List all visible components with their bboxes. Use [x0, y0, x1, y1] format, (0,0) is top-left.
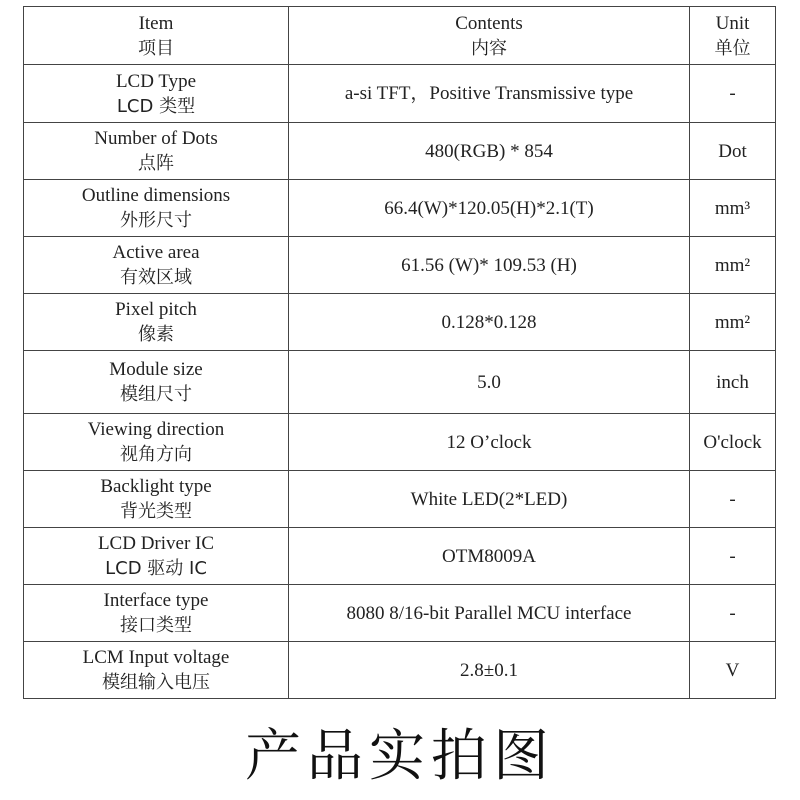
header-item-en: Item: [138, 12, 174, 34]
content-cell: 12 O’clock: [289, 414, 690, 471]
item-en: Backlight type: [100, 476, 212, 497]
item-cell: [24, 414, 289, 471]
item-en: LCM Input voltage: [82, 647, 230, 668]
header-contents-en: Contents: [455, 12, 523, 34]
item-cell: [24, 471, 289, 528]
unit-cell: V: [690, 642, 776, 699]
header-unit: [690, 7, 776, 65]
item-cell: [24, 237, 289, 294]
content-cell: 8080 8/16-bit Parallel MCU interface: [289, 585, 690, 642]
item-en: LCD Type: [115, 70, 197, 92]
unit-cell: -: [690, 471, 776, 528]
item-en: Number of Dots: [94, 128, 218, 149]
table-row: [24, 642, 776, 699]
item-zh: 模组尺寸: [120, 384, 192, 405]
item-zh: 像素: [138, 324, 174, 345]
unit-cell: O'clock: [690, 414, 776, 471]
unit-cell: Dot: [690, 123, 776, 180]
table-body: [24, 65, 776, 699]
item-zh: 视角方向: [120, 444, 192, 465]
unit-cell: inch: [690, 351, 776, 414]
table-row: [24, 414, 776, 471]
content-cell: a-si TFT，Positive Transmissive type: [289, 65, 690, 123]
table-row: [24, 237, 776, 294]
table-row: [24, 180, 776, 237]
table-row: [24, 294, 776, 351]
unit-cell: -: [690, 585, 776, 642]
item-cell: [24, 180, 289, 237]
item-zh: LCD 类型: [116, 95, 196, 117]
unit-cell: mm³: [690, 180, 776, 237]
item-cell: [24, 528, 289, 585]
header-unit-en: Unit: [715, 12, 750, 34]
item-zh: 点阵: [138, 153, 174, 174]
content-cell: 66.4(W)*120.05(H)*2.1(T): [289, 180, 690, 237]
unit-cell: mm²: [690, 294, 776, 351]
content-cell: 61.56 (W)* 109.53 (H): [289, 237, 690, 294]
item-zh: 背光类型: [120, 501, 192, 522]
item-zh: 模组输入电压: [102, 672, 210, 693]
item-zh: 接口类型: [120, 615, 192, 636]
footer-title: 产品实拍图: [245, 724, 555, 789]
item-en: Outline dimensions: [81, 185, 231, 206]
item-zh: LCD 驱动 IC: [105, 558, 207, 579]
content-cell: OTM8009A: [289, 528, 690, 585]
header-unit-zh: 单位: [714, 37, 751, 59]
table-row: [24, 471, 776, 528]
content-cell: 0.128*0.128: [289, 294, 690, 351]
table-row: [24, 585, 776, 642]
table-header-row: [24, 7, 776, 65]
header-contents: [289, 7, 690, 65]
table-row: [24, 351, 776, 414]
spec-table: [23, 6, 776, 699]
unit-cell: mm²: [690, 237, 776, 294]
item-cell: [24, 123, 289, 180]
item-cell: [24, 294, 289, 351]
table-row: [24, 528, 776, 585]
item-cell: [24, 585, 289, 642]
content-cell: White LED(2*LED): [289, 471, 690, 528]
item-en: LCD Driver IC: [97, 533, 215, 554]
item-en: Interface type: [103, 590, 209, 611]
item-cell: [24, 642, 289, 699]
item-en: Module size: [109, 359, 203, 380]
unit-cell: -: [690, 528, 776, 585]
unit-cell: -: [690, 65, 776, 123]
item-en: Viewing direction: [87, 419, 225, 440]
header-item-zh: 项目: [138, 37, 174, 59]
table-row: [24, 65, 776, 123]
content-cell: 5.0: [289, 351, 690, 414]
item-zh: 有效区域: [120, 267, 192, 288]
table-row: [24, 123, 776, 180]
header-item: [24, 7, 289, 65]
header-contents-zh: 内容: [471, 37, 507, 59]
item-cell: [24, 65, 289, 123]
item-en: Pixel pitch: [115, 299, 197, 320]
content-cell: 480(RGB) * 854: [289, 123, 690, 180]
item-cell: [24, 351, 289, 414]
item-en: Active area: [112, 242, 200, 263]
content-cell: 2.8±0.1: [289, 642, 690, 699]
item-zh: 外形尺寸: [120, 210, 192, 231]
